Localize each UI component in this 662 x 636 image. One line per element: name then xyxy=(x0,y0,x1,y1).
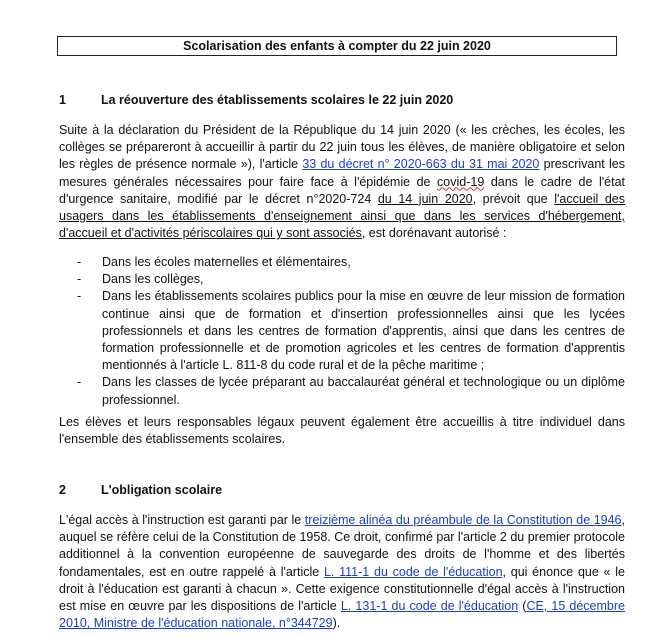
section-2-paragraph xyxy=(59,512,625,632)
section-1-title: La réouverture des établissements scolaires le 22 juin 2020 xyxy=(101,93,454,107)
s2-text-3: , qui énonce que « le droit à l'éducation est garanti à chacun ». Cette exigence constitutionnelle d'égal accès à l'instruction est mise en œuvre par les dispositions de l'article xyxy=(59,564,625,614)
dash-marker: - xyxy=(77,272,82,287)
dash-marker: - xyxy=(77,255,82,269)
dash-marker: - xyxy=(77,375,82,390)
list-item xyxy=(59,374,625,408)
intro-text-2: prescrivant les mesures générales nécessaires pour faire face à l'épidémie de xyxy=(59,157,625,189)
section-2-heading xyxy=(59,482,222,498)
document-title: Scolarisation des enfants à compter du 22 juin 2020 xyxy=(57,36,617,56)
covid-spellcheck-word: covid-19 xyxy=(437,174,485,189)
intro-text-1: Suite à la déclaration du Président de la République du 14 juin 2020 (« les crèches, les écoles, les collèges se prépareront à accueillir à partir du 22 juin tous les élèves, de manière obligatoire et selon les règles de présence normale »), l'article xyxy=(59,123,625,172)
section-1-closing-paragraph: Les élèves et leurs responsables légaux peuvent également être accueillis à titre individuel dans l'ensemble des établissements scolaires. xyxy=(59,415,625,447)
list-item xyxy=(59,288,625,374)
s2-text-1: L'égal accès à l'instruction est garanti par le xyxy=(59,513,305,527)
section-2-number: 2 xyxy=(59,483,66,497)
intro-text-4: , prévoit que xyxy=(472,191,555,206)
code-education-l111-link[interactable]: L. 111-1 du code de l'éducation xyxy=(323,564,503,579)
section-1-number: 1 xyxy=(59,93,66,107)
dash-marker: - xyxy=(77,289,82,304)
s2-text-4: ( xyxy=(518,599,527,614)
list-item xyxy=(59,254,625,271)
decree-link[interactable]: 33 du décret n° 2020-663 du 31 mai 2020 xyxy=(302,157,540,172)
usagers-underlined-text: l'accueil des usagers dans les établissements d'enseignement ainsi que dans les services d'hébergement, d'accueil et d'activités périscolaires qui y sont associés xyxy=(59,191,626,241)
s2-text-5: ). xyxy=(332,616,341,631)
date-underlined: du 14 juin 2020 xyxy=(377,191,473,206)
intro-text-3: dans le cadre de l'état d'urgence sanitaire, modifié par le décret n°2020-724 xyxy=(59,174,625,206)
list-item-text: Dans les établissements scolaires publics pour la mise en œuvre de leur mission de formation continue ainsi que de formation et d'insertion professionnelles ainsi que les lycées professionnels et dans les centres de formation d'apprentis, ainsi que dans les centres de formation professionnelle et de promotion agricoles et les centres de formation d'apprentis mentionnés à l'article L. 811-8 du code rural et de la pêche maritime ; xyxy=(102,289,625,373)
preamble-link[interactable]: treizième alinéa du préambule de la Constitution de 1946 xyxy=(304,513,622,527)
code-education-l131-link[interactable]: L. 131-1 du code de l'éducation xyxy=(340,599,519,614)
section-2-title: L'obligation scolaire xyxy=(101,483,223,497)
list-item xyxy=(59,271,625,288)
list-item-text: Dans les classes de lycée préparant au baccalauréat général et technologique ou un diplôme professionnel. xyxy=(102,375,625,407)
list-item-text: Dans les écoles maternelles et élémentaires, xyxy=(102,255,351,269)
s2-text-2: , auquel se réfère celui de la Constitution de 1958. Ce droit, confirmé par l'article 2 du premier protocole additionnel à la convention européenne de sauvegarde des droits de l'homme et des libertés fondamentales, est en outre rappelé à l'article xyxy=(59,513,625,579)
conseil-etat-link[interactable]: CE, 15 décembre 2010, Ministre de l'éducation nationale, n°344729 xyxy=(59,599,625,631)
intro-text-5: , est dorénavant autorisé : xyxy=(361,226,507,241)
section-1-heading xyxy=(59,92,453,108)
list-item-text: Dans les collèges, xyxy=(102,272,204,287)
establishment-list xyxy=(59,254,625,409)
section-1-intro-paragraph xyxy=(59,122,625,242)
